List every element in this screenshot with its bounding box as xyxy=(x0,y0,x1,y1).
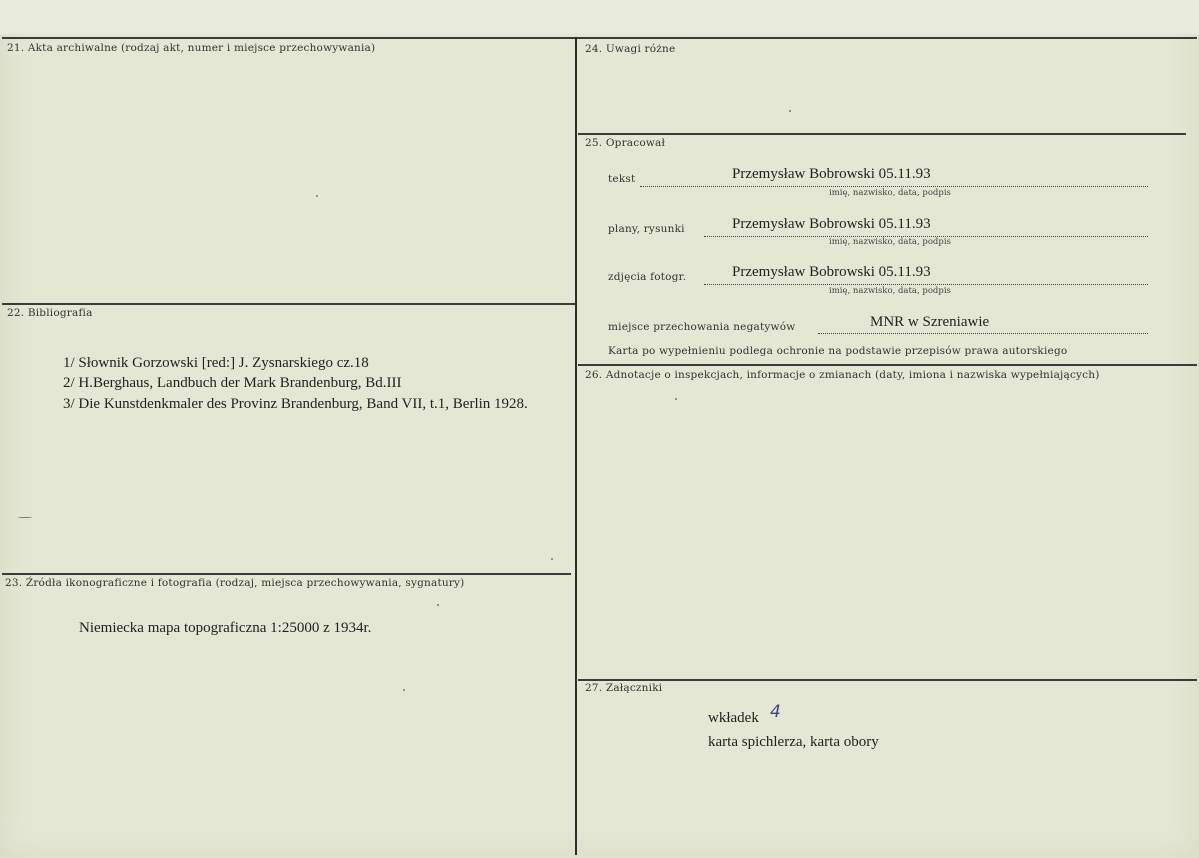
section-27-label: 27. Załączniki xyxy=(585,682,663,694)
author-text-value: Przemysław Bobrowski 05.11.93 xyxy=(732,166,931,182)
section-25-label: 25. Opracował xyxy=(585,137,666,149)
author-plans-hint: imię, nazwisko, data, podpis xyxy=(829,237,951,247)
scan-speck xyxy=(316,195,318,197)
negatives-line xyxy=(818,333,1148,334)
author-text-line xyxy=(640,186,1148,187)
attachments-entry-2: karta spichlerza, karta obory xyxy=(708,734,879,750)
section-27-rule xyxy=(578,679,1197,681)
scan-speck xyxy=(675,398,677,400)
copyright-note: Karta po wypełnieniu podlega ochronie na podstawie przepisów prawa autorskiego xyxy=(608,345,1068,357)
section-23-rule xyxy=(2,573,571,575)
section-21-label: 21. Akta archiwalne (rodzaj akt, numer i miejsce przechowywania) xyxy=(7,42,376,54)
section-26-rule xyxy=(578,364,1197,366)
iconography-entry: Niemiecka mapa topograficzna 1:25000 z 1934r. xyxy=(79,620,372,636)
section-22-rule xyxy=(2,303,575,305)
author-photos-value: Przemysław Bobrowski 05.11.93 xyxy=(732,264,931,280)
author-photos-hint: imię, nazwisko, data, podpis xyxy=(829,286,951,296)
section-23-label: 23. Źródła ikonograficzne i fotografia (rodzaj, miejsca przechowywania, sygnatury) xyxy=(5,577,465,589)
scan-speck xyxy=(789,110,791,112)
scan-speck xyxy=(551,558,553,560)
section-25-rule xyxy=(578,133,1186,135)
attachments-entry-1: wkładek xyxy=(708,710,759,726)
section-26-label: 26. Adnotacje o inspekcjach, informacje o zmianach (daty, imiona i nazwiska wypełniających) xyxy=(585,369,1100,381)
section-22-label: 22. Bibliografia xyxy=(7,307,93,319)
author-text-hint: imię, nazwisko, data, podpis xyxy=(829,188,951,198)
scan-speck xyxy=(18,517,32,518)
scan-speck xyxy=(403,689,405,691)
top-rule xyxy=(2,37,1197,39)
bibliography-entry-2: 2/ H.Berghaus, Landbuch der Mark Brandenburg, Bd.III xyxy=(63,375,402,391)
scan-speck xyxy=(437,604,439,606)
bibliography-entry-3: 3/ Die Kunstdenkmaler des Provinz Brandenburg, Band VII, t.1, Berlin 1928. xyxy=(63,396,528,412)
section-24-label: 24. Uwagi różne xyxy=(585,43,676,55)
attachments-count-handwritten: 4 xyxy=(770,702,781,722)
top-margin xyxy=(0,0,1199,34)
bibliography-entry-1: 1/ Słownik Gorzowski [red:] J. Zysnarskiego cz.18 xyxy=(63,355,369,371)
author-plans-label: plany, rysunki xyxy=(608,223,685,235)
author-text-label: tekst xyxy=(608,173,636,185)
author-plans-value: Przemysław Bobrowski 05.11.93 xyxy=(732,216,931,232)
author-photos-line xyxy=(704,284,1148,285)
center-divider xyxy=(575,37,577,855)
negatives-label: miejsce przechowania negatywów xyxy=(608,321,796,333)
author-photos-label: zdjęcia fotogr. xyxy=(608,271,687,283)
negatives-value: MNR w Szreniawie xyxy=(870,314,990,330)
